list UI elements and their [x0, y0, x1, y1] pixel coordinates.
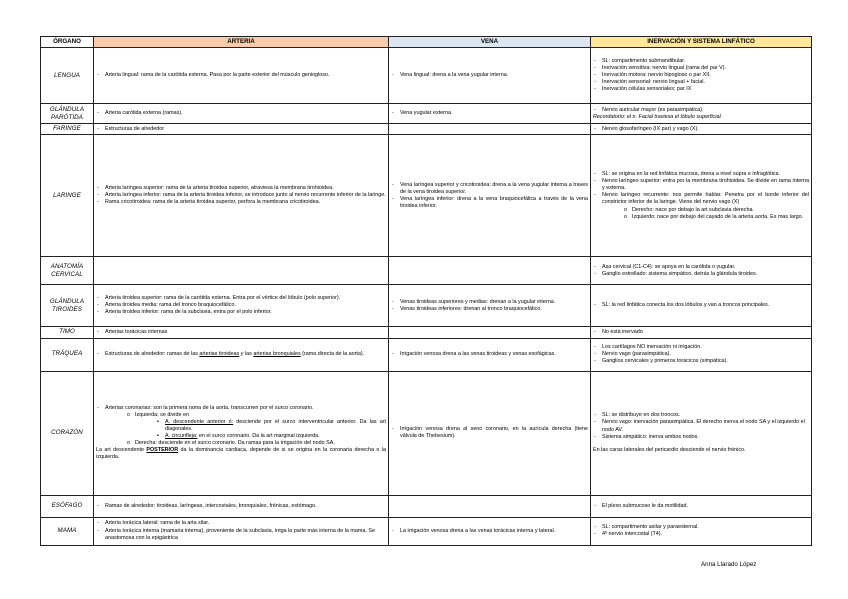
- artery-cell: [94, 285, 389, 327]
- list-item: o Derecha: desciende en el surco coronario. Da ramas para la irrigación del nodo SA.: [127, 440, 386, 447]
- list-item: - Venas tiroideas superiores y medias: drenan a la yugular interna.: [391, 299, 588, 306]
- header-organ: ÓRGANO: [41, 37, 94, 48]
- list-item: o Derecho: nace por debajo la art subclavia derecha.: [624, 207, 809, 214]
- innervation-cell: [591, 495, 812, 517]
- list-item: - Inervación sensorial: nervio lingual + facial.: [593, 79, 809, 86]
- list-item: - Arteria tiroidea inferior: rama de la subclavia, entra por el polo inferior.: [96, 309, 386, 316]
- anatomy-table: [40, 36, 812, 546]
- list-item: - Irrigación venosa drena al seno coronario, en la aurícula derecha (tiene válvula de Thebesium).: [391, 426, 588, 440]
- innervation-cell: [591, 517, 812, 545]
- organ-cell: CORAZÓN: [41, 371, 94, 495]
- innervation-cell: [591, 257, 812, 285]
- innervation-cell: [591, 327, 812, 338]
- list-item: - Vena yugular externa.: [391, 110, 588, 117]
- artery-cell: [94, 517, 389, 545]
- list-item: - Nervio glosofaríngeo (IX par) y vago (X).: [593, 126, 809, 133]
- list-item: [96, 405, 386, 448]
- list-item: - No está inervado: [593, 329, 809, 336]
- artery-cell: [94, 338, 389, 371]
- link-text: arterias tiroideas: [199, 351, 240, 357]
- innervation-cell: [591, 135, 812, 257]
- item-term: A. descendente anterior ó:: [165, 418, 234, 425]
- table-row: [41, 104, 812, 124]
- table-row: [41, 371, 812, 495]
- innervation-cell: [591, 48, 812, 104]
- link-text: arterias bronquiales: [253, 351, 301, 357]
- organ-cell: TRÁQUEA: [41, 338, 94, 371]
- list-item: - Arteria torácica interna (mamaria interna), proveniente de la subclavia, irriga la parte más interna de la mama. Se anastomosa con la epigástrica: [96, 528, 386, 542]
- list-item: - Nervio vago: inervación parasimpática. El derecho inerva el nodo SA y el izquierdo el nodo AV.: [593, 419, 809, 433]
- author-signature: Anna Llarado López: [701, 561, 757, 568]
- list-item: - SL: la red linfática conecta los dos lóbulos y van a troncos principales.: [593, 302, 809, 309]
- list-item: - Arteria laríngea inferior: rama de la arteria tiroidea inferior, se introduce junto al nervio recurrente inferior de la laringe.: [96, 192, 386, 199]
- vein-cell: [389, 104, 591, 124]
- innervation-cell: [591, 371, 812, 495]
- list-item: - Inervación sensitiva: nervio lingual (rama del par V).: [593, 65, 809, 72]
- artery-cell: [94, 495, 389, 517]
- organ-cell: TIMO: [41, 327, 94, 338]
- list-item: - SL: se distribuye en dos troncos.: [593, 412, 809, 419]
- vein-cell: [389, 517, 591, 545]
- note-part: La art descendente: [96, 447, 147, 454]
- list-item: - Irrigación venosa drena a las venas tiroideas y venas esofágicas.: [391, 351, 588, 358]
- table-row: [41, 327, 812, 338]
- list-item: [157, 433, 386, 440]
- list-item: - Inervación motora: nervio hipogloso o par XII.: [593, 72, 809, 79]
- list-item: - Rama cricotiroidea: rama de la arteria tiroidea superior, perfora la membrana cricotiroidea.: [96, 199, 386, 206]
- list-item: o Izquierdo: nace por debajo del cayado de la arteria aorta. Es mas largo.: [624, 214, 809, 221]
- innervation-cell: [591, 338, 812, 371]
- list-item: - Arteria laríngea superior: rama de la arteria tiroidea superior, atraviesa la membrana tirohioidea.: [96, 185, 386, 192]
- item-text: Izquierda: se divide en: [135, 411, 189, 418]
- vein-cell: [389, 257, 591, 285]
- vein-cell: [389, 48, 591, 104]
- table-row: [41, 124, 812, 135]
- vein-cell: [389, 327, 591, 338]
- list-item: [127, 412, 386, 441]
- organ-cell: ANATOMÍA CERVICAL: [41, 257, 94, 285]
- item-text: (rama directa de la aorta).: [300, 351, 365, 357]
- item-text: Nervio laríngeo recurrente: nos permite hablar. Penetra por el borde inferior del constrictor inferior de la laringe. Viene del nervio vago (X): [602, 192, 809, 206]
- list-item: - Ganglio estrellado: sistema simpático, detrás la glándula tiroides.: [593, 271, 809, 278]
- innervation-cell: [591, 285, 812, 327]
- table-row: [41, 48, 812, 104]
- organ-cell: MAMA: [41, 517, 94, 545]
- header-vein: VENA: [389, 37, 591, 48]
- list-item: - Sistema simpático: inerva ambos nodos.: [593, 434, 809, 441]
- organ-cell: LARINGE: [41, 135, 94, 257]
- artery-cell: [94, 104, 389, 124]
- header-artery: ARTERIA: [94, 37, 389, 48]
- organ-cell: LENGUA: [41, 48, 94, 104]
- table-row: [41, 338, 812, 371]
- table-row: [41, 135, 812, 257]
- list-item: - Ganglios cervicales y primeros torácicos (simpática).: [593, 358, 809, 365]
- note-text: Recordatorio: el n. Facial traviesa el lóbulo superficial.: [593, 113, 723, 120]
- list-item: - Arterias torácicas internas: [96, 329, 386, 336]
- item-term: A. circunfleja:: [165, 433, 198, 440]
- list-item: - Nervio laríngeo superior: entra por la membrana tirohioidea. Se divide en rama interna y externa.: [593, 178, 809, 192]
- list-item: [96, 351, 386, 358]
- header-innervation: INERVACIÓN Y SISTEMA LINFÁTICO: [591, 37, 812, 48]
- list-item: - Vena laríngea inferior: drena a la vena braquiocefálica a través de la vena tiroidea inferior.: [391, 196, 588, 210]
- list-item: - Inervación células sensoriales: par IX: [593, 86, 809, 93]
- vein-cell: [389, 371, 591, 495]
- list-item: - Arteria tiroidea superior: rama de la carótida externa. Entra por el vértice del lóbulo (polo superior).: [96, 295, 386, 302]
- list-item: - Arteria lingual: rama de la carótida externa. Pasa por la parte exterior del músculo geniogloso.: [96, 72, 386, 79]
- table-row: [41, 257, 812, 285]
- list-item: - Nervio auricular mayor (es parasimpática).: [593, 107, 809, 114]
- vein-cell: [389, 285, 591, 327]
- innervation-cell: [591, 124, 812, 135]
- vein-cell: [389, 338, 591, 371]
- list-item: - Venas tiroideas inferiores: drenan al tronco braquiocefálico.: [391, 306, 588, 313]
- list-item: - Los cartílagos NO inervación ni irrigación.: [593, 344, 809, 351]
- list-item: - Arteria tiroidea media: rama del tronco braquiocefálico.: [96, 302, 386, 309]
- list-item: [593, 192, 809, 221]
- artery-cell: [94, 124, 389, 135]
- list-item: - Estructuras de alrededor: [96, 126, 386, 133]
- list-item: - 4º nervio intercostal (T4).: [593, 531, 809, 538]
- list-item: - Ramas de alrededor: tiroideas, laríngeas, intercostales, bronquiales, frénicas, estómago.: [96, 503, 386, 510]
- list-item: - Nervio vago (parasimpática).: [593, 351, 809, 358]
- organ-cell: GLÁNDULA PARÓTIDA: [41, 104, 94, 124]
- organ-cell: ESÓFAGO: [41, 495, 94, 517]
- item-text: desciende por el surco interventricular anterior. Da las art diagonales.: [165, 418, 386, 432]
- table-row: [41, 285, 812, 327]
- vein-cell: [389, 495, 591, 517]
- note-text: En las caras laterales del pericardio desciende el nervio frénico.: [593, 446, 746, 453]
- list-item: - SL: compartimento submandibular.: [593, 58, 809, 65]
- item-text: Estructuras de alrededor: ramas de las: [105, 351, 200, 357]
- artery-cell: [94, 257, 389, 285]
- organ-cell: GLÁNDULA TIROIDES: [41, 285, 94, 327]
- artery-cell: [94, 371, 389, 495]
- organ-cell: FARINGE: [41, 124, 94, 135]
- list-item: - SL: compartimento axilar y paraesternal.: [593, 524, 809, 531]
- header-row: [41, 37, 812, 48]
- vein-cell: [389, 124, 591, 135]
- vein-cell: [389, 135, 591, 257]
- artery-cell: [94, 327, 389, 338]
- item-text: Arterias coronarias: son la primera rama de la aorta, transcurren por el surco coronario.: [105, 404, 314, 411]
- list-item: - Arteria torácica lateral: rama de la arta xilar.: [96, 520, 386, 527]
- note-text: [96, 447, 386, 461]
- artery-cell: [94, 135, 389, 257]
- list-item: - La irrigación venosa drena a las venas torácicas interna y lateral.: [391, 528, 588, 535]
- item-text: y las: [239, 351, 254, 357]
- list-item: [157, 419, 386, 433]
- innervation-cell: [591, 104, 812, 124]
- note-emphasis: POSTERIOR: [146, 447, 179, 454]
- table-row: [41, 517, 812, 545]
- list-item: - Vena lingual: drena a la vena yugular interna.: [391, 72, 588, 79]
- list-item: - Arteria carótida externa (ramas).: [96, 110, 386, 117]
- table-row: [41, 495, 812, 517]
- item-text: en el surco coronario. Da la art marginal izquierda.: [197, 433, 320, 440]
- list-item: - Vena laríngea superior y cricotiroidea: drena a la vena yugular interna a traves de la vena tiroidea superior.: [391, 182, 588, 196]
- list-item: - Asa cervical (C1-C4): se apoya en la carótida o yugular.: [593, 264, 809, 271]
- note-part: da la dominancia cardiaca, depende de si se origina en la coronaria derecha o la izquierda.: [96, 447, 386, 461]
- artery-cell: [94, 48, 389, 104]
- list-item: - SL: se origina en la red linfática mucosa, drena a nivel supra e infraglótica.: [593, 171, 809, 178]
- list-item: - El plexo submucoso le da motilidad.: [593, 503, 809, 510]
